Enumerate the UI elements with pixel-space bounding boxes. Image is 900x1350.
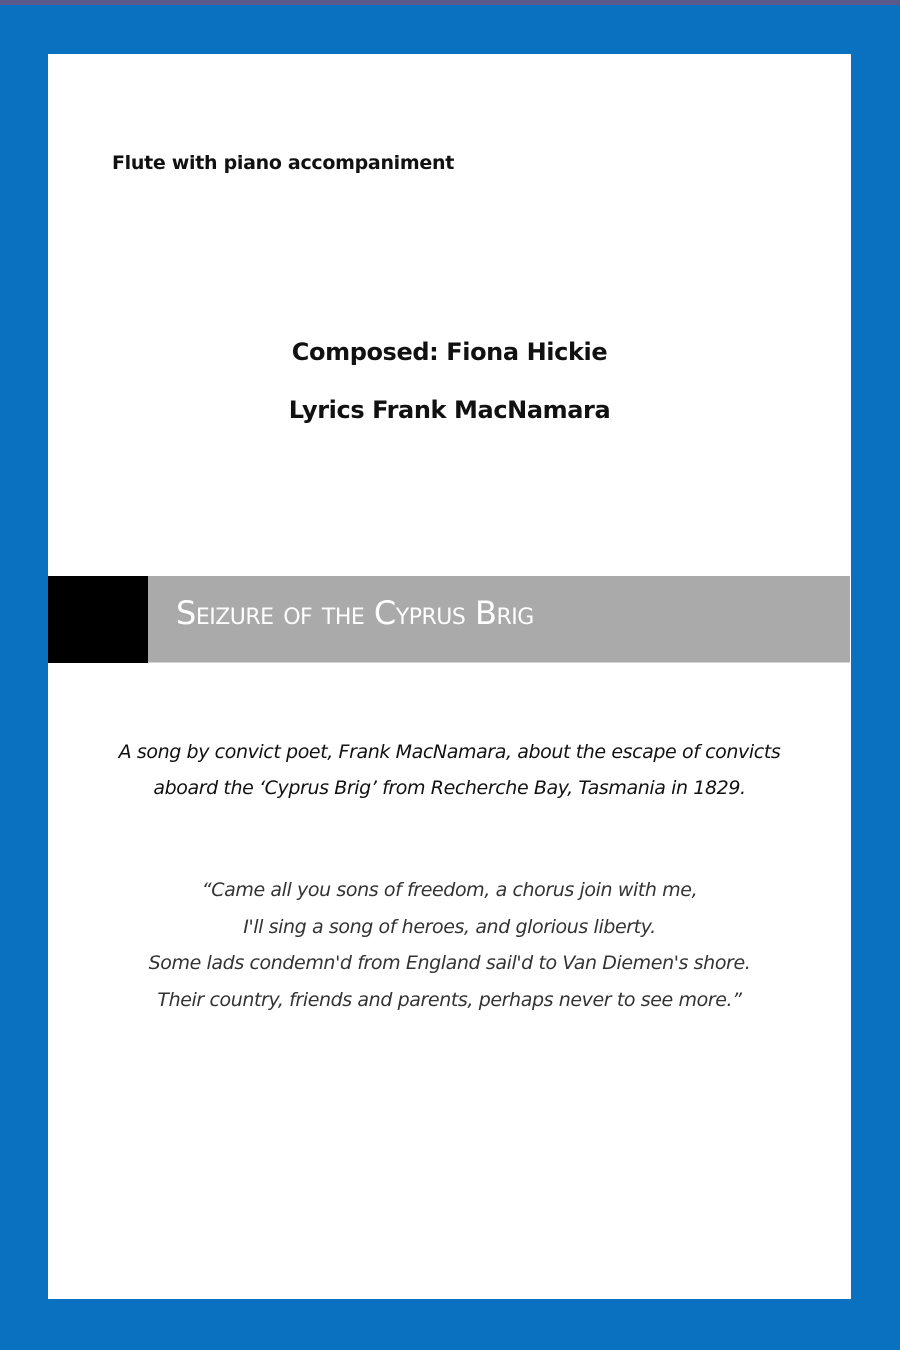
- title-band: [48, 576, 851, 663]
- verse-line: I'll sing a song of heroes, and glorious liberty.: [243, 915, 656, 938]
- verse-line: “Came all you sons of freedom, a chorus join with me,: [201, 879, 698, 901]
- top-stripe: [0, 0, 900, 5]
- title-bar: [148, 576, 850, 663]
- verse-line: Some lads condemn'd from England sail'd to Van Diemen's shore.: [148, 952, 751, 974]
- composer-credit: Composed: Fiona Hickie: [291, 338, 608, 366]
- verse-quote: [48, 872, 851, 1018]
- description-line: aboard the ‘Cyprus Brig’ from Recherche Bay, Tasmania in 1829.: [153, 777, 746, 799]
- instrumentation-label: Flute with piano accompaniment: [112, 152, 454, 174]
- description-line: A song by convict poet, Frank MacNamara, about the escape of convicts: [118, 741, 781, 763]
- song-description: [48, 734, 851, 806]
- lyricist-credit: Lyrics Frank MacNamara: [288, 396, 611, 424]
- title-accent-block: [48, 576, 148, 663]
- cover-page: [48, 54, 851, 1299]
- verse-line: Their country, friends and parents, perhaps never to see more.”: [157, 988, 742, 1011]
- song-title: Seizure of the Cyprus Brig: [176, 594, 534, 632]
